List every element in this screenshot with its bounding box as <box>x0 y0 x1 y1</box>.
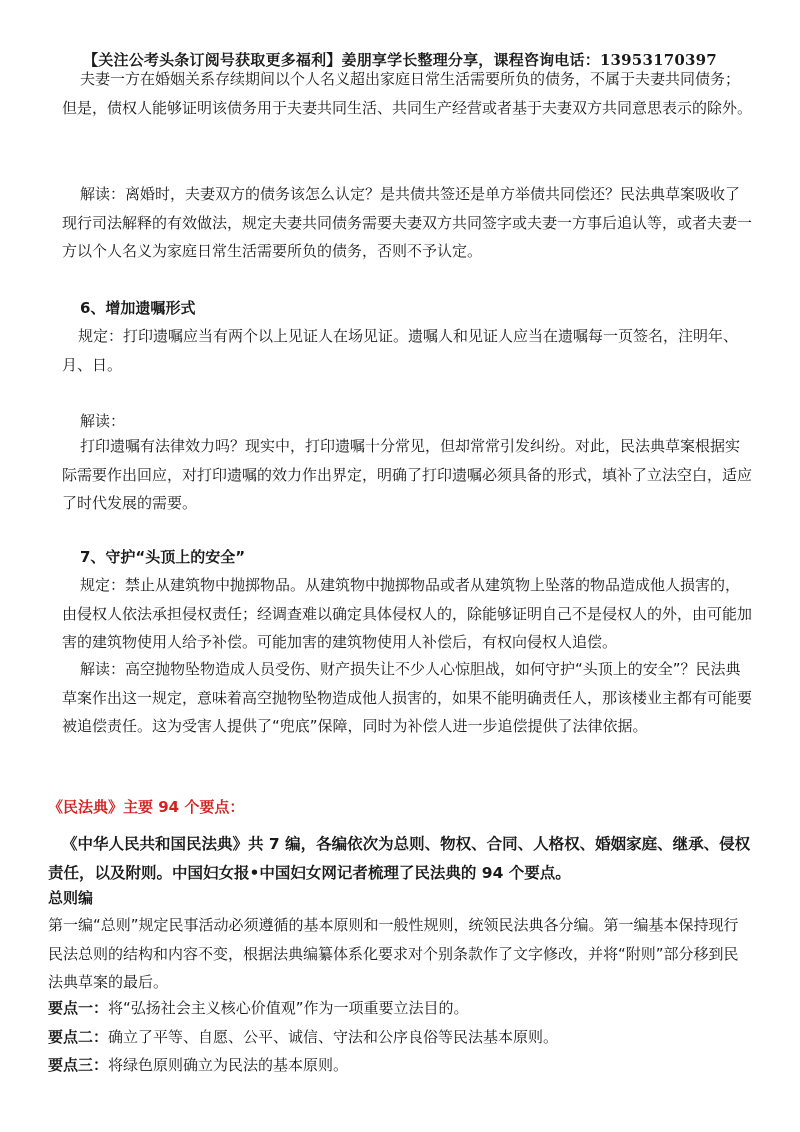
section6-interpretation: 打印遗嘱有法律效力吗？现实中，打印遗嘱十分常见，但却常常引发纠纷。对此，民法典草案根据实际需要作出回应，对打印遗嘱的效力作出界定，明确了打印遗嘱必须具备的形式，填补了立法空白，适应了时代发展的需要。 <box>62 437 753 512</box>
key-point-1 <box>48 994 753 1023</box>
general-provisions-text: 第一编“总则”规定民事活动必须遵循的基本原则和一般性规则，统领民法典各分编。第一编基本保持现行民法总则的结构和内容不变，根据法典编纂体系化要求对个别条款作了文字修改，并将“附则”部分移到民法典草案的最后。 <box>48 916 739 991</box>
section6-title: 6、增加遗嘱形式 <box>80 299 196 317</box>
key-point-label: 要点三： <box>48 1056 109 1074</box>
key-point-text: 确立了平等、自愿、公平、诚信、守法和公序良俗等民法基本原则。 <box>108 1028 559 1046</box>
section7-rule: 规定：禁止从建筑物中抛掷物品。从建筑物中抛掷物品或者从建筑物上坠落的物品造成他人损害的，由侵权人依法承担侵权责任；经调查难以确定具体侵权人的，除能够证明自己不是侵权人的外，由可能加害的建筑物使用人给予补偿。可能加害的建筑物使用人补偿后，有权向侵权人追偿。 <box>62 576 753 651</box>
key-point-3 <box>48 1051 753 1080</box>
section6-rule: 规定：打印遗嘱应当有两个以上见证人在场见证。遗嘱人和见证人应当在遗嘱每一页签名，注明年、月、日。 <box>62 327 739 374</box>
key-point-label: 要点一： <box>48 999 109 1017</box>
section7-interpretation: 解读：高空抛物坠物造成人员受伤、财产损失让不少人心惊胆战，如何守护“头顶上的安全”？民法典草案作出这一规定，意味着高空抛物坠物造成他人损害的，如果不能明确责任人，那该楼业主都有可能要被追偿责任。这为受害人提供了“兜底”保障，同时为补偿人进一步追偿提供了法律依据。 <box>62 660 753 735</box>
key-points-red-title: 《民法典》主要 94 个要点： <box>48 798 245 816</box>
page-header: 【关注公考头条订阅号获取更多福利】姜朋享学长整理分享，课程咨询电话：13953170397 <box>83 51 717 69</box>
key-point-text: 将“弘扬社会主义核心价值观”作为一项重要立法目的。 <box>108 999 469 1017</box>
section5-interpretation: 解读：离婚时，夫妻双方的债务该怎么认定？是共债共签还是单方举债共同偿还？民法典草案吸收了现行司法解释的有效做法，规定夫妻共同债务需要夫妻双方共同签字或夫妻一方事后追认等，或者夫妻一方以个人名义为家庭日常生活需要所负的债务，否则不予认定。 <box>62 185 753 260</box>
intro-paragraph: 夫妻一方在婚姻关系存续期间以个人名义超出家庭日常生活需要所负的债务，不属于夫妻共同债务；但是，债权人能够证明该债务用于夫妻共同生活、共同生产经营或者基于夫妻双方共同意思表示的除外。 <box>62 70 753 117</box>
key-point-text: 将绿色原则确立为民法的基本原则。 <box>108 1056 349 1074</box>
section6-interpretation-label: 解读： <box>80 412 126 430</box>
general-provisions-title: 总则编 <box>48 889 94 907</box>
key-point-2 <box>48 1023 753 1052</box>
section7-title: 7、守护“头顶上的安全” <box>80 548 246 566</box>
key-point-label: 要点二： <box>48 1028 109 1046</box>
civil-code-summary: 《中华人民共和国民法典》共 7 编，各编依次为总则、物权、合同、人格权、婚姻家庭、继承、侵权责任，以及附则。中国妇女报•中国妇女网记者梳理了民法典的 94 个要点。 <box>48 835 751 882</box>
